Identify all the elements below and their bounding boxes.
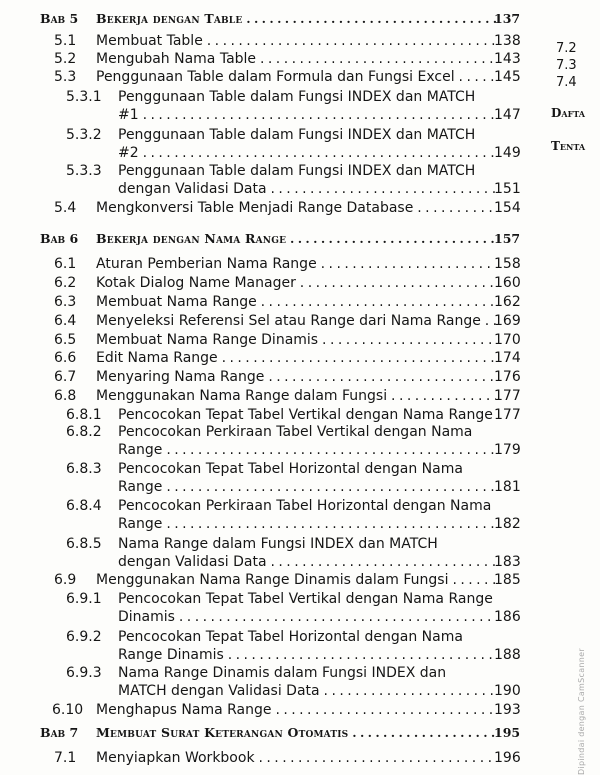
section-number: 6.3 — [54, 294, 77, 310]
section-title: dengan Validasi Data . . . — [118, 552, 496, 572]
page-number: 143 — [494, 51, 521, 67]
section-title: Pencocokan Tepat Tabel Vertikal dengan Nama Range . . . — [118, 405, 496, 425]
page-number: 154 — [494, 200, 521, 216]
section-number: 6.5 — [54, 332, 77, 348]
page-number: 196 — [494, 750, 521, 766]
toc-entry-line — [0, 292, 520, 312]
toc-entry-line — [0, 273, 520, 293]
toc-entry-line — [0, 570, 520, 590]
section-title: Membuat Nama Range . . . — [96, 292, 496, 312]
section-title: Menyiapkan Workbook . . . — [96, 748, 496, 768]
section-number: 6.8.4 — [66, 498, 102, 514]
page-number: 147 — [494, 107, 521, 123]
section-number: 6.9.2 — [66, 629, 102, 645]
toc-entry-line — [0, 330, 520, 350]
toc-entry-line — [0, 607, 520, 627]
section-number: 5.3.2 — [66, 127, 102, 143]
section-number: 6.9.1 — [66, 591, 102, 607]
section-number: 6.2 — [54, 275, 77, 291]
section-title: Penggunaan Table dalam Fungsi INDEX dan MATCH — [118, 89, 476, 105]
section-title: Penggunaan Table dalam Fungsi INDEX dan MATCH — [118, 127, 476, 143]
page-number: 181 — [494, 479, 521, 495]
toc-entry-line — [0, 49, 520, 69]
section-title: Pencocokan Perkiraan Tabel Vertikal dengan Nama — [118, 424, 473, 440]
section-number: 6.8 — [54, 388, 77, 404]
section-title: Dinamis . . . — [118, 607, 496, 627]
section-number: 6.8.1 — [66, 407, 102, 423]
page-number: 188 — [494, 647, 521, 663]
section-title: Penggunaan Table dalam Fungsi INDEX dan MATCH — [118, 163, 476, 179]
section-number: 6.9.3 — [66, 665, 102, 681]
chapter-title: Membuat Surat Keterangan Otomatis . . . — [96, 723, 496, 743]
section-title: Menggunakan Nama Range Dinamis dalam Fungsi . . . — [96, 570, 496, 590]
toc-entry-line — [0, 348, 520, 368]
facing-page-item: 7.2 — [556, 41, 577, 56]
page-number: 145 — [494, 69, 521, 85]
facing-page-item: 7.3 — [556, 58, 577, 73]
section-title: Range . . . — [118, 477, 496, 497]
chapter-label: Bab 5 — [40, 11, 79, 26]
toc-entry-line — [0, 311, 520, 331]
toc-entry-line — [0, 748, 520, 768]
section-title: MATCH dengan Validasi Data . . . — [118, 681, 496, 701]
page-number: 179 — [494, 442, 521, 458]
section-number: 6.10 — [52, 702, 84, 718]
page-number: 185 — [494, 572, 521, 588]
chapter-heading[interactable] — [0, 229, 520, 249]
section-number: 5.3 — [54, 69, 77, 85]
section-title: Range . . . — [118, 440, 496, 460]
page-edge — [588, 0, 600, 775]
section-title: Mengkonversi Table Menjadi Range Database . . . — [96, 198, 496, 218]
section-number: 5.3.1 — [66, 89, 102, 105]
page-number: 151 — [494, 181, 521, 197]
toc-entry-line — [0, 681, 520, 701]
section-number: 5.3.3 — [66, 163, 102, 179]
toc-entry-line — [0, 161, 520, 181]
chapter-label: Bab 6 — [40, 231, 79, 246]
toc-entry-line — [0, 700, 520, 720]
toc-entry-line — [0, 589, 520, 609]
section-number: 7.1 — [54, 750, 77, 766]
section-number: 5.4 — [54, 200, 77, 216]
section-title: #2 . . . — [118, 143, 496, 163]
toc-entry-line — [0, 31, 520, 51]
page-number: 195 — [494, 725, 521, 740]
section-title: Pencocokan Perkiraan Tabel Horizontal dengan Nama — [118, 498, 492, 514]
page-number: 174 — [494, 350, 521, 366]
page-number: 170 — [494, 332, 521, 348]
section-title: Range Dinamis . . . — [118, 645, 496, 665]
page-number: 183 — [494, 554, 521, 570]
toc-entry-line — [0, 179, 520, 199]
section-number: 6.7 — [54, 369, 77, 385]
section-title: Pencocokan Tepat Tabel Horizontal dengan Nama — [118, 461, 463, 477]
page-number: 137 — [494, 11, 521, 26]
toc-entry-line — [0, 105, 520, 125]
toc-entry-line — [0, 367, 520, 387]
chapter-heading[interactable] — [0, 9, 520, 29]
page-number: 193 — [494, 702, 521, 718]
toc-entry-line — [0, 534, 520, 554]
section-number: 6.6 — [54, 350, 77, 366]
chapter-title: Bekerja dengan Table . . . — [96, 9, 496, 29]
toc-entry-line — [0, 386, 520, 406]
section-title: Nama Range dalam Fungsi INDEX dan MATCH — [118, 536, 438, 552]
page-number: 158 — [494, 256, 521, 272]
toc-entry-line — [0, 514, 520, 534]
section-title: Membuat Table . . . — [96, 31, 496, 51]
chapter-heading[interactable] — [0, 723, 520, 743]
section-title: #1 . . . — [118, 105, 496, 125]
section-title: Menggunakan Nama Range dalam Fungsi . . . — [96, 386, 496, 406]
section-title: Membuat Nama Range Dinamis . . . — [96, 330, 496, 350]
scanner-watermark: Dipindai dengan CamScanner — [577, 648, 586, 775]
section-number: 6.4 — [54, 313, 77, 329]
toc-entry-line — [0, 440, 520, 460]
page-number: 138 — [494, 33, 521, 49]
toc-entry-line — [0, 143, 520, 163]
toc-entry-line — [0, 87, 520, 107]
page-number: 177 — [494, 407, 521, 423]
section-number: 6.1 — [54, 256, 77, 272]
facing-page-item: 7.4 — [556, 75, 577, 90]
toc-entry-line — [0, 125, 520, 145]
toc-entry-line — [0, 67, 520, 87]
section-title: Kotak Dialog Name Manager . . . — [96, 273, 496, 293]
facing-page-heading: Tenta — [551, 139, 586, 153]
section-title: Menghapus Nama Range . . . — [96, 700, 496, 720]
toc-entry-line — [0, 477, 520, 497]
toc-entry-line — [0, 645, 520, 665]
section-title: dengan Validasi Data . . . — [118, 179, 496, 199]
section-title: Range . . . — [118, 514, 496, 534]
chapter-title: Bekerja dengan Nama Range . . . — [96, 229, 496, 249]
section-title: Menyeleksi Referensi Sel atau Range dari Nama Range . . . — [96, 311, 496, 331]
page-number: 177 — [494, 388, 521, 404]
section-title: Aturan Pemberian Nama Range . . . — [96, 254, 496, 274]
section-title: Pencocokan Tepat Tabel Vertikal dengan Nama Range — [118, 591, 493, 607]
section-title: Menyaring Nama Range . . . — [96, 367, 496, 387]
page-number: 190 — [494, 683, 521, 699]
page-number: 160 — [494, 275, 521, 291]
toc-entry-line — [0, 663, 520, 683]
page-number: 169 — [494, 313, 521, 329]
section-title: Nama Range Dinamis dalam Fungsi INDEX dan — [118, 665, 447, 681]
section-title: Mengubah Nama Table . . . — [96, 49, 496, 69]
facing-page-heading: Dafta — [551, 106, 586, 120]
toc-entry-line — [0, 552, 520, 572]
section-number: 5.2 — [54, 51, 77, 67]
page-number: 149 — [494, 145, 521, 161]
section-number: 6.8.5 — [66, 536, 102, 552]
section-number: 6.8.2 — [66, 424, 102, 440]
toc-entry-line — [0, 198, 520, 218]
toc-entry-line — [0, 254, 520, 274]
section-number: 6.8.3 — [66, 461, 102, 477]
page-number: 157 — [494, 231, 521, 246]
page-number: 186 — [494, 609, 521, 625]
section-number: 5.1 — [54, 33, 77, 49]
toc-entry-line — [0, 422, 520, 442]
page-number: 182 — [494, 516, 521, 532]
page-number: 176 — [494, 369, 521, 385]
section-title: Pencocokan Tepat Tabel Horizontal dengan Nama — [118, 629, 463, 645]
section-title: Penggunaan Table dalam Formula dan Fungsi Excel . . . — [96, 67, 496, 87]
toc-entry-line — [0, 496, 520, 516]
toc-entry-line — [0, 627, 520, 647]
page-number: 162 — [494, 294, 521, 310]
section-number: 6.9 — [54, 572, 77, 588]
toc-entry-line — [0, 459, 520, 479]
section-title: Edit Nama Range . . . — [96, 348, 496, 368]
chapter-label: Bab 7 — [40, 725, 79, 740]
